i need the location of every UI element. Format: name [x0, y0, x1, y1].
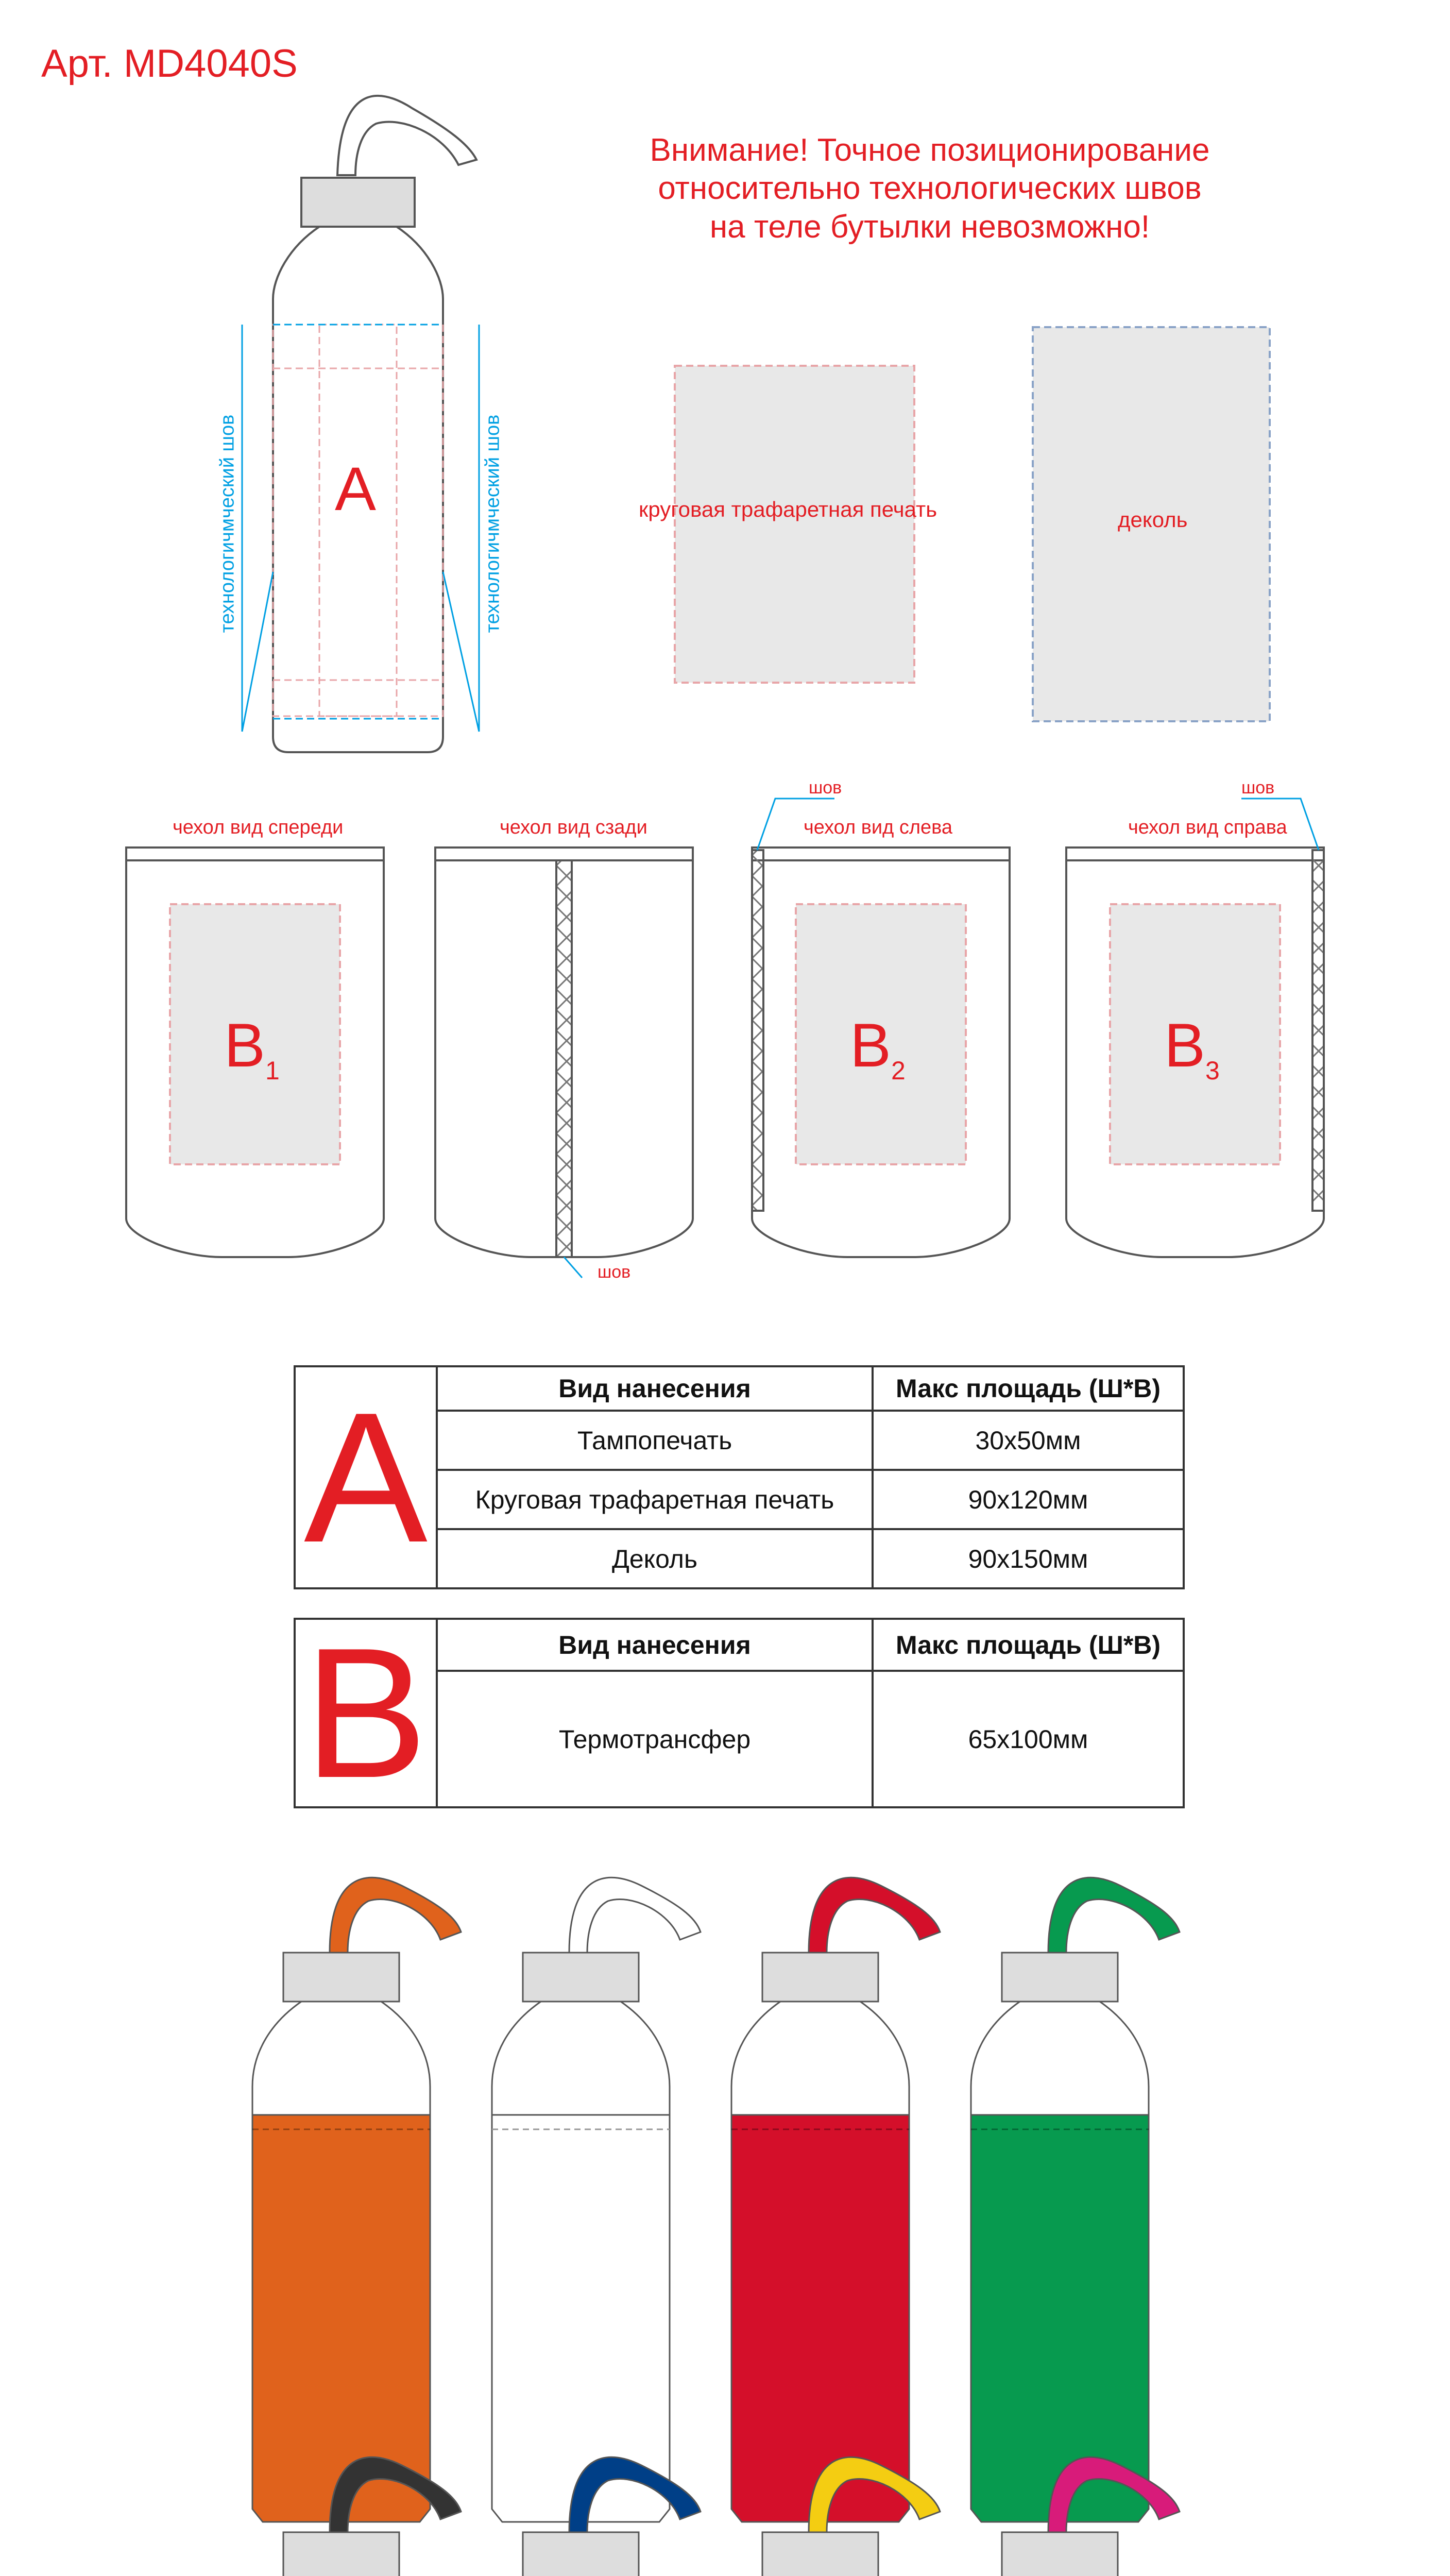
table-header: Вид нанесения	[437, 1366, 873, 1411]
table-cell: Тампопечать	[437, 1411, 873, 1470]
table-b	[294, 1609, 1185, 1817]
cover-front-label: чехол вид спереди	[173, 817, 344, 838]
variant-cap	[1002, 2532, 1118, 2576]
seam-label-right: технологичмческий шов	[482, 414, 504, 633]
variant-sleeve	[252, 2115, 430, 2522]
seam-label: шов	[598, 1262, 631, 1282]
table-cell: Деколь	[437, 1529, 873, 1588]
table-cell: 65х100мм	[873, 1671, 1184, 1807]
colour-variant-bottle	[492, 1877, 701, 2522]
colour-variant-bottle	[971, 1877, 1180, 2522]
table-cell: 30х50мм	[873, 1411, 1184, 1470]
decal-label: деколь	[1118, 507, 1188, 532]
variant-strap	[330, 1877, 461, 1953]
variant-strap	[569, 1877, 701, 1953]
table-a-letter: A	[295, 1366, 437, 1588]
variant-cap	[762, 2532, 878, 2576]
seam-label: шов	[809, 778, 842, 798]
table-cell: 90х120мм	[873, 1470, 1184, 1529]
variant-body	[971, 2002, 1149, 2115]
seam-label-left: технологичмческий шов	[216, 414, 238, 633]
zone-b1-letter: $B_1$	[224, 1011, 280, 1085]
zone-b2-letter: $B_2$	[850, 1011, 906, 1085]
bottle-cap	[301, 178, 415, 227]
cover-right-label: чехол вид справа	[1128, 817, 1287, 838]
cover-back	[435, 848, 693, 1257]
cover-back-label: чехол вид сзади	[500, 817, 647, 838]
colour-variants	[252, 1877, 1180, 2576]
variant-cap	[762, 1953, 878, 2002]
cover-left-label: чехол вид слева	[804, 817, 953, 838]
table-b-letter: B	[295, 1619, 437, 1807]
variant-body	[492, 2002, 670, 2115]
variant-strap	[809, 1877, 940, 1953]
screen-print-label: круговая трафаретная печать	[639, 497, 937, 521]
variant-sleeve	[731, 2115, 909, 2522]
warning-line: на теле бутылки невозможно!	[709, 209, 1150, 245]
variant-strap	[1048, 1877, 1180, 1953]
seam-label: шов	[1241, 778, 1275, 798]
variant-cap	[283, 1953, 399, 2002]
table-cell: Круговая трафаретная печать	[437, 1470, 873, 1529]
variant-cap	[283, 2532, 399, 2576]
variant-sleeve	[971, 2115, 1149, 2522]
table-cell: 90х150мм	[873, 1529, 1184, 1588]
technical-bottle	[242, 96, 479, 752]
table-header: Макс площадь (Ш*В)	[873, 1619, 1184, 1671]
colour-variant-bottle	[731, 1877, 940, 2522]
article-title: Арт. MD4040S	[41, 42, 298, 86]
variant-body	[252, 2002, 430, 2115]
screen-print-area	[675, 366, 914, 683]
warning-text	[582, 131, 1277, 246]
colour-variant-bottle	[252, 1877, 461, 2522]
table-header: Макс площадь (Ш*В)	[873, 1366, 1184, 1411]
bottle-strap	[337, 96, 476, 175]
warning-line: Внимание! Точное позиционирование	[650, 132, 1210, 168]
table-a	[294, 1365, 1185, 1589]
table-cell: Термотрансфер	[437, 1671, 873, 1807]
warning-line: относительно технологических швов	[658, 171, 1202, 207]
variant-cap	[523, 1953, 639, 2002]
zone-b3-letter: $B_3$	[1164, 1011, 1220, 1085]
table-header: Вид нанесения	[437, 1619, 873, 1671]
variant-body	[731, 2002, 909, 2115]
variant-sleeve	[492, 2115, 670, 2522]
variant-cap	[1002, 1953, 1118, 2002]
zone-a-letter: A	[335, 454, 377, 523]
variant-cap	[523, 2532, 639, 2576]
